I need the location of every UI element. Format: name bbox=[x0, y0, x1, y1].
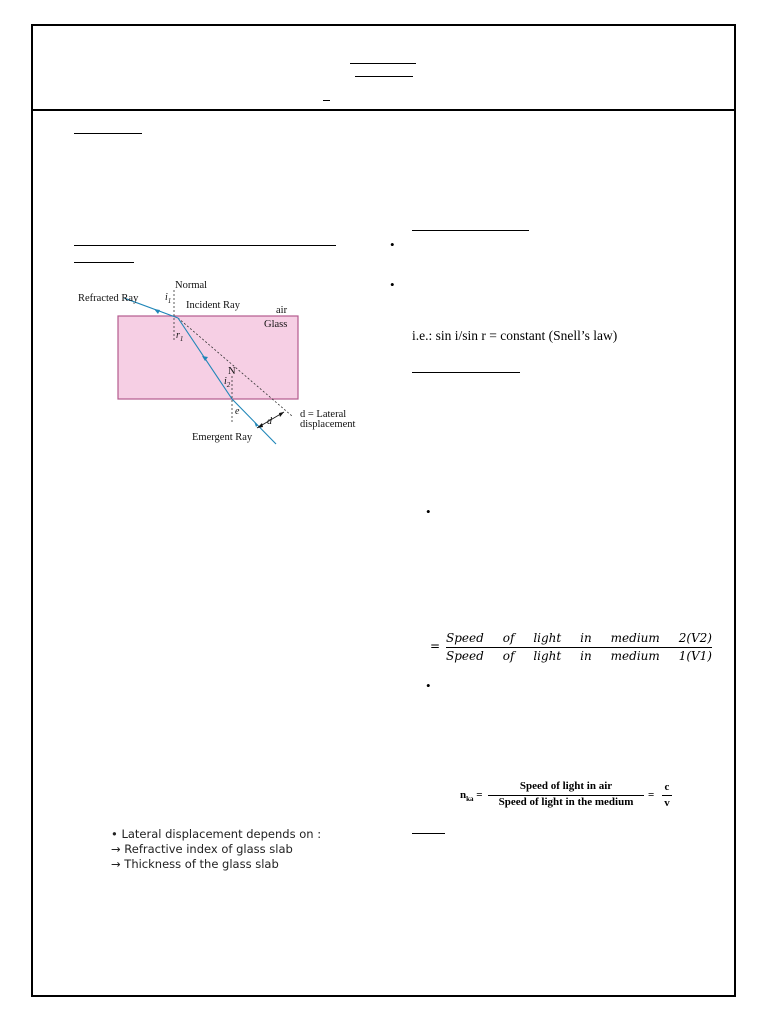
formula1-num-word: of bbox=[502, 631, 515, 645]
label-incident-ray: Incident Ray bbox=[186, 300, 240, 311]
lateral-note-line: → Refractive index of glass slab bbox=[111, 842, 293, 856]
label-r1: $r_1$ bbox=[176, 330, 184, 343]
bullet-1: • bbox=[390, 237, 395, 252]
formula1-den-word: 1(V1) bbox=[678, 649, 712, 663]
bullet-4: • bbox=[426, 678, 431, 693]
label-r1-sub: 1 bbox=[179, 335, 184, 343]
label-e: e bbox=[235, 406, 240, 417]
formula1-den-word: light bbox=[533, 649, 562, 663]
subheading-underline-short bbox=[74, 262, 134, 263]
label-i1: $i_1$ bbox=[165, 292, 172, 305]
ray-arrow-emergent bbox=[254, 421, 258, 427]
lateral-note-line: • Lateral displacement depends on : bbox=[111, 827, 322, 841]
formula2-c-over-v-bar bbox=[662, 795, 672, 796]
label-i2: $i_2$ bbox=[224, 376, 231, 389]
title-underline-1 bbox=[350, 63, 416, 64]
label-d: d bbox=[267, 416, 272, 427]
formula1-num-word: Speed bbox=[446, 631, 484, 645]
formula1-numerator bbox=[446, 631, 712, 645]
formula2-lhs: $n_{ka}$ = bbox=[460, 789, 483, 804]
formula1-equals: = bbox=[430, 639, 441, 653]
header-divider bbox=[31, 109, 736, 111]
formula1-den-word: in bbox=[580, 649, 592, 663]
right-heading-underline-2 bbox=[412, 372, 520, 373]
formula1-den-word: Speed bbox=[446, 649, 484, 663]
right-heading-underline-1 bbox=[412, 230, 529, 231]
label-emergent-ray: Emergent Ray bbox=[192, 432, 253, 443]
formula2-denominator: Speed of light in the medium bbox=[498, 796, 634, 808]
section-heading-underline bbox=[74, 133, 142, 134]
label-glass: Glass bbox=[264, 319, 288, 330]
label-i1-sub: 1 bbox=[167, 297, 172, 305]
label-normal: Normal bbox=[175, 280, 208, 291]
formula1-den-word: medium bbox=[610, 649, 660, 663]
formula1-denominator bbox=[446, 649, 712, 663]
label-n: N bbox=[228, 366, 236, 377]
formula1-den-word: of bbox=[502, 649, 515, 663]
label-refracted-ray: Refracted Ray bbox=[78, 293, 139, 304]
label-displacement: displacement bbox=[300, 419, 356, 430]
bullet-3: • bbox=[426, 504, 431, 519]
header-dash bbox=[323, 100, 330, 101]
formula1-num-word: in bbox=[580, 631, 592, 645]
lateral-arrowhead-b bbox=[279, 412, 284, 417]
title-underline-2 bbox=[355, 76, 413, 77]
glass-slab-diagram bbox=[74, 276, 374, 458]
bullet-2: • bbox=[390, 277, 395, 292]
label-air: air bbox=[276, 305, 288, 316]
label-lateral: d = Lateral bbox=[300, 409, 347, 420]
formula2-v: v bbox=[664, 797, 670, 809]
label-i2-sub: 2 bbox=[226, 381, 231, 389]
lateral-displacement-notes bbox=[111, 827, 321, 872]
formula2-c: c bbox=[664, 781, 670, 793]
formula2-lhs-sub: ka bbox=[466, 795, 474, 804]
formula1-fraction-bar bbox=[446, 647, 712, 648]
ray-arrow-incident bbox=[154, 309, 160, 314]
snell-law-text: i.e.: sin i/sin r = constant (Snell’s law) bbox=[412, 328, 618, 343]
subheading-underline-long bbox=[74, 245, 336, 246]
formula1-num-word: 2(V2) bbox=[678, 631, 712, 645]
formula1-num-word: light bbox=[533, 631, 562, 645]
right-heading-underline-3 bbox=[412, 833, 445, 834]
lateral-note-line: → Thickness of the glass slab bbox=[111, 857, 279, 871]
formula1-num-word: medium bbox=[610, 631, 660, 645]
formula2-equals: = bbox=[648, 789, 655, 801]
formula2-numerator: Speed of light in air bbox=[519, 780, 613, 792]
